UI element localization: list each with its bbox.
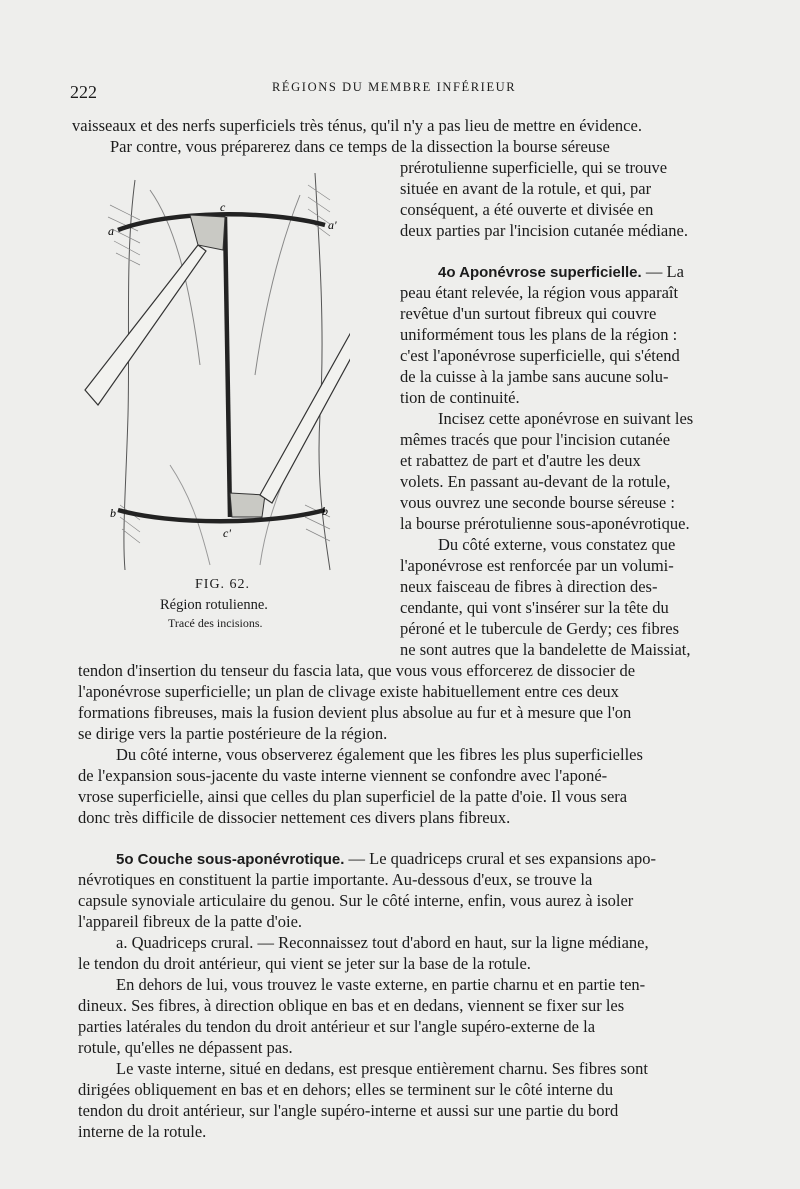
body-line: rotule, qu'elles ne dépassent pas. (78, 1038, 293, 1057)
body-line: de l'expansion sous-jacente du vaste interne viennent se confondre avec l'aponé- (78, 766, 608, 785)
figure-letter-a: a (108, 224, 114, 238)
body-line: cendante, qui vont s'insérer sur la tête du (400, 598, 669, 617)
body-line: l'appareil fibreux de la patte d'oie. (78, 912, 303, 931)
body-line: c'est l'aponévrose superficielle, qui s'étend (400, 346, 680, 365)
body-line: située en avant de la rotule, et qui, par (400, 179, 652, 198)
body-line: formations fibreuses, mais la fusion devient plus absolue au fur et à mesure que l'on (78, 703, 632, 722)
figure-letter-c-prime: c' (223, 526, 231, 540)
figure-knee-incisions (80, 165, 350, 585)
body-line: conséquent, a été ouverte et divisée en (400, 200, 654, 219)
body-line: de la cuisse à la jambe sans aucune solu- (400, 367, 669, 386)
body-line: Du côté interne, vous observerez également que les fibres les plus superficielles (116, 745, 643, 764)
body-line: dineux. Ses fibres, à direction oblique en bas et en dedans, viennent se fixer sur les (78, 996, 625, 1015)
figure-letter-a-prime: a' (328, 218, 337, 232)
body-line: névrotiques en constituent la partie importante. Au-dessous d'eux, se trouve la (78, 870, 593, 889)
body-line: capsule synoviale articulaire du genou. Sur le côté interne, enfin, vous aurez à isoler (78, 891, 634, 910)
figure-number: FIG. 62. (195, 577, 251, 592)
figure-letter-b-right: b (322, 504, 328, 518)
body-line: se dirige vers la partie postérieure de la région. (78, 724, 388, 743)
figure-subtitle: Tracé des incisions. (168, 616, 263, 630)
body-line: Le vaste interne, situé en dedans, est presque entièrement charnu. Ses fibres sont (116, 1059, 648, 1078)
body-line: tendon d'insertion du tenseur du fascia lata, que vous vous efforcerez de dissocier de (78, 661, 636, 680)
body-line: la bourse prérotulienne sous-aponévrotique. (400, 514, 690, 533)
body-line: volets. En passant au-devant de la rotule, (400, 472, 671, 491)
running-title: RÉGIONS DU MEMBRE INFÉRIEUR (272, 80, 517, 94)
section-heading-4: 4o Aponévrose superficielle. — La (438, 262, 684, 281)
body-line: tion de continuité. (400, 388, 520, 407)
body-line: prérotulienne superficielle, qui se trouve (400, 158, 668, 177)
body-line: interne de la rotule. (78, 1122, 207, 1141)
body-line: vous ouvrez une seconde bourse séreuse : (400, 493, 675, 512)
figure-letter-b-left: b (110, 506, 116, 520)
body-line: En dehors de lui, vous trouvez le vaste externe, en partie charnu et en partie ten- (116, 975, 646, 994)
body-line: péroné et le tubercule de Gerdy; ces fibres (400, 619, 679, 638)
body-line: mêmes tracés que pour l'incision cutanée (400, 430, 671, 449)
body-line: et rabattez de part et d'autre les deux (400, 451, 641, 470)
body-line: dirigées obliquement en bas et en dehors; elles se terminent sur le côté interne du (78, 1080, 614, 1099)
body-line: vrose superficielle, ainsi que celles du plan superficiel de la patte d'oie. Il vous sera (78, 787, 628, 806)
body-line: neux faisceau de fibres à direction des- (400, 577, 658, 596)
body-line: Par contre, vous préparerez dans ce temps de la dissection la bourse séreuse (110, 137, 610, 156)
body-line: a. Quadriceps crural. — Reconnaissez tout d'abord en haut, sur la ligne médiane, (116, 933, 649, 952)
section-heading-5: 5o Couche sous-aponévrotique. — Le quadriceps crural et ses expansions apo- (116, 849, 656, 868)
body-line: donc très difficile de dissocier nettement ces divers plans fibreux. (78, 808, 511, 827)
body-line: revêtue d'un surtout fibreux qui couvre (400, 304, 657, 323)
body-line: parties latérales du tendon du droit antérieur et sur l'angle supéro-externe de la (78, 1017, 596, 1036)
figure-title: Région rotulienne. (160, 597, 268, 613)
body-line: ne sont autres que la bandelette de Maissiat, (400, 640, 691, 659)
figure-letter-c: c (220, 200, 226, 214)
body-line: le tendon du droit antérieur, qui vient se jeter sur la base de la rotule. (78, 954, 531, 973)
body-line: peau étant relevée, la région vous apparaît (400, 283, 679, 302)
body-line: tendon du droit antérieur, sur l'angle supéro-interne et aussi sur une partie du bord (78, 1101, 619, 1120)
body-line: deux parties par l'incision cutanée médiane. (400, 221, 688, 240)
body-line: l'aponévrose est renforcée par un volumi- (400, 556, 674, 575)
body-line: l'aponévrose superficielle; un plan de clivage existe habituellement entre ces deux (78, 682, 619, 701)
page-number: 222 (70, 82, 97, 102)
body-line: Incisez cette aponévrose en suivant les (438, 409, 694, 428)
body-line: Du côté externe, vous constatez que (438, 535, 676, 554)
body-line: vaisseaux et des nerfs superficiels très ténus, qu'il n'y a pas lieu de mettre en évidence. (72, 116, 642, 135)
body-line: uniformément tous les plans de la région : (400, 325, 678, 344)
